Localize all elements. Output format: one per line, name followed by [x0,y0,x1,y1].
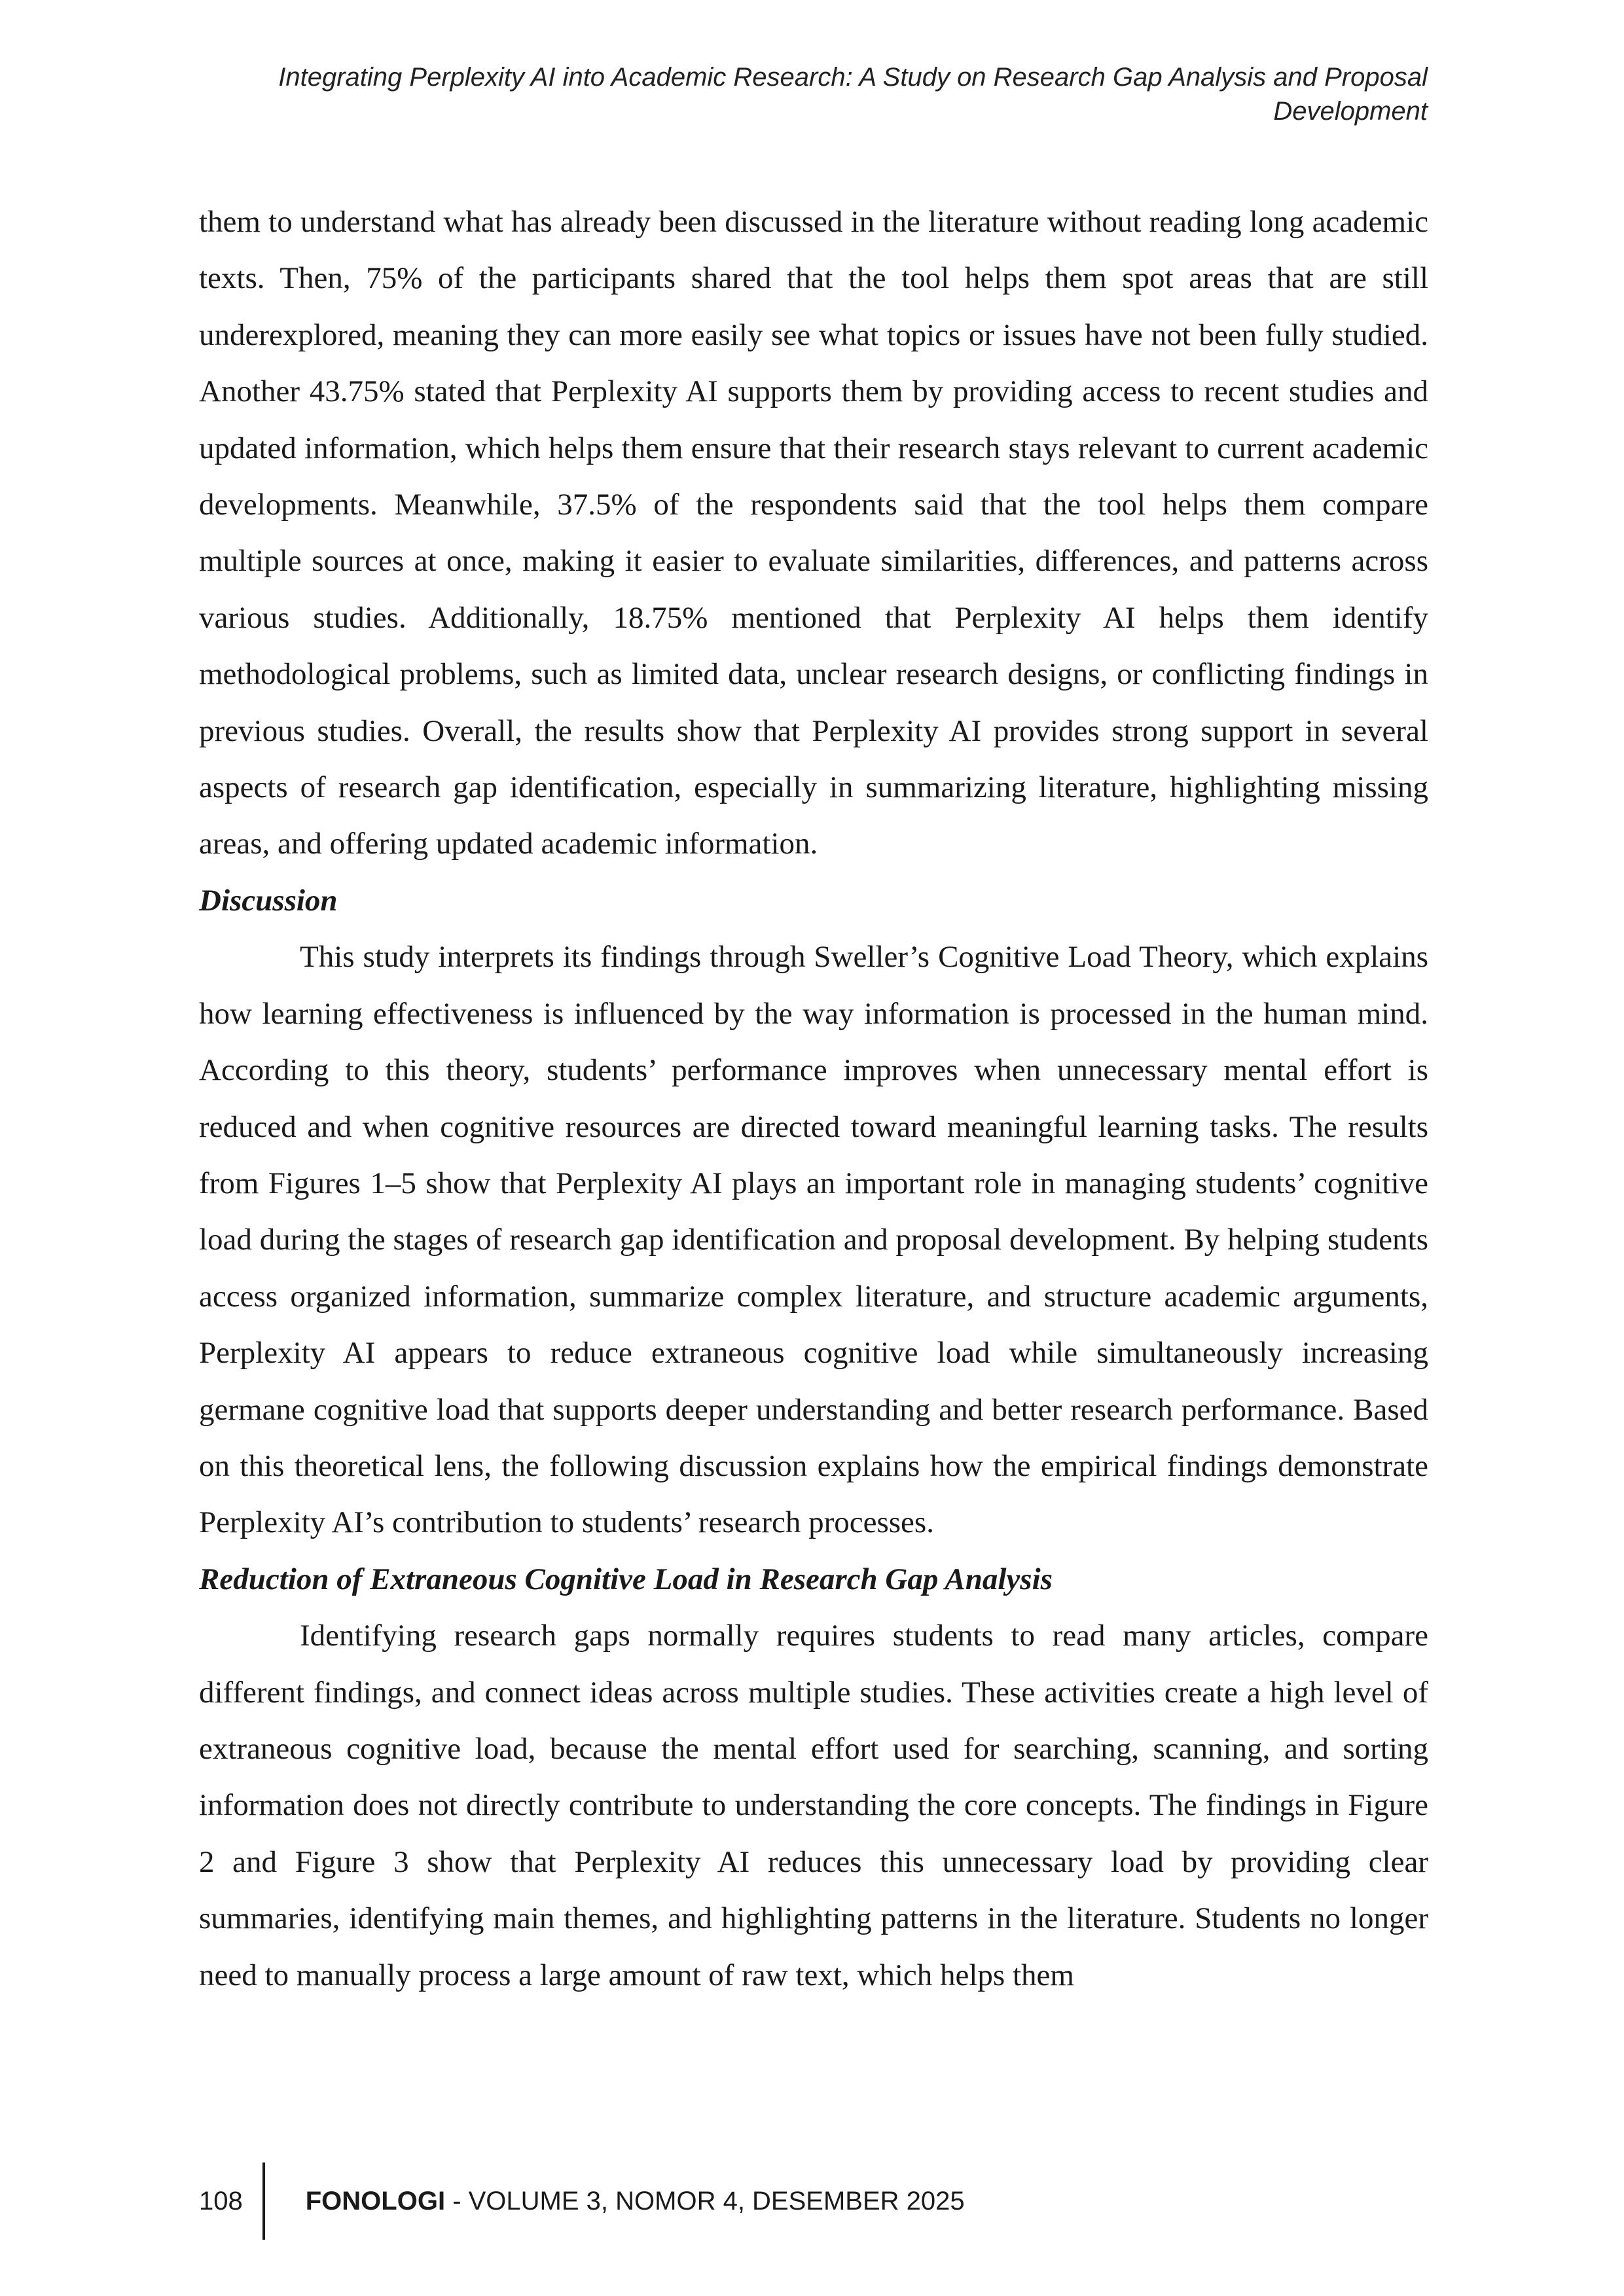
reduction-heading: Reduction of Extraneous Cognitive Load in Research Gap Analysis [199,1562,1053,1596]
discussion-paragraph: This study interprets its findings through Sweller’s Cognitive Load Theory, which explains how learning effectiveness is influenced by the way information is processed in the human mind. According to this theory, students’ performance improves when unnecessary mental effort is reduced and when cognitive resources are directed toward meaningful learning tasks. The results from Figures 1–5 show that Perplexity AI plays an important role in managing students’ cognitive load during the stages of research gap identification and proposal development. By helping students access organized information, summarize complex literature, and structure academic arguments, Perplexity AI appears to reduce extraneous cognitive load while simultaneously increasing germane cognitive load that supports deeper understanding and better research performance. Based on this theoretical lens, the following discussion explains how the empirical findings demonstrate Perplexity AI’s contribution to students’ research processes. [199,940,1428,1540]
volume-info: - VOLUME 3, NOMOR 4, DESEMBER 2025 [445,2186,965,2215]
discussion-heading: Discussion [199,883,338,918]
article-body [199,194,1428,2003]
results-paragraph: them to understand what has already been discussed in the literature without reading long academic texts. Then, 75% of the participants shared that the tool helps them spot areas that are still underexplored, meaning they can more easily see what topics or issues have not been fully studied. Another 43.75% stated that Perplexity AI supports them by providing access to recent studies and updated information, which helps them ensure that their research stays relevant to current academic developments. Meanwhile, 37.5% of the respondents said that the tool helps them compare multiple sources at once, making it easier to evaluate similarities, differences, and patterns across various studies. Additionally, 18.75% mentioned that Perplexity AI helps them identify methodological problems, such as limited data, unclear research designs, or conflicting findings in previous studies. Overall, the results show that Perplexity AI provides strong support in several aspects of research gap identification, especially in summarizing literature, highlighting missing areas, and offering updated academic information. [199,205,1428,861]
footer-divider [262,2162,265,2240]
journal-name: FONOLOGI [305,2186,446,2215]
page-number: 108 [199,2186,243,2215]
running-header: Integrating Perplexity AI into Academic Research: A Study on Research Gap Analysis and Proposal Development [278,63,1428,126]
journal-citation [306,2187,965,2216]
page-footer [199,2165,965,2237]
reduction-paragraph: Identifying research gaps normally requires students to read many articles, compare different findings, and connect ideas across multiple studies. These activities create a high level of extraneous cognitive load, because the mental effort used for searching, scanning, and sorting information does not directly contribute to understanding the core concepts. The findings in Figure 2 and Figure 3 show that Perplexity AI reduces this unnecessary load by providing clear summaries, identifying main themes, and highlighting patterns in the literature. Students no longer need to manually process a large amount of raw text, which helps them [199,1619,1428,1992]
